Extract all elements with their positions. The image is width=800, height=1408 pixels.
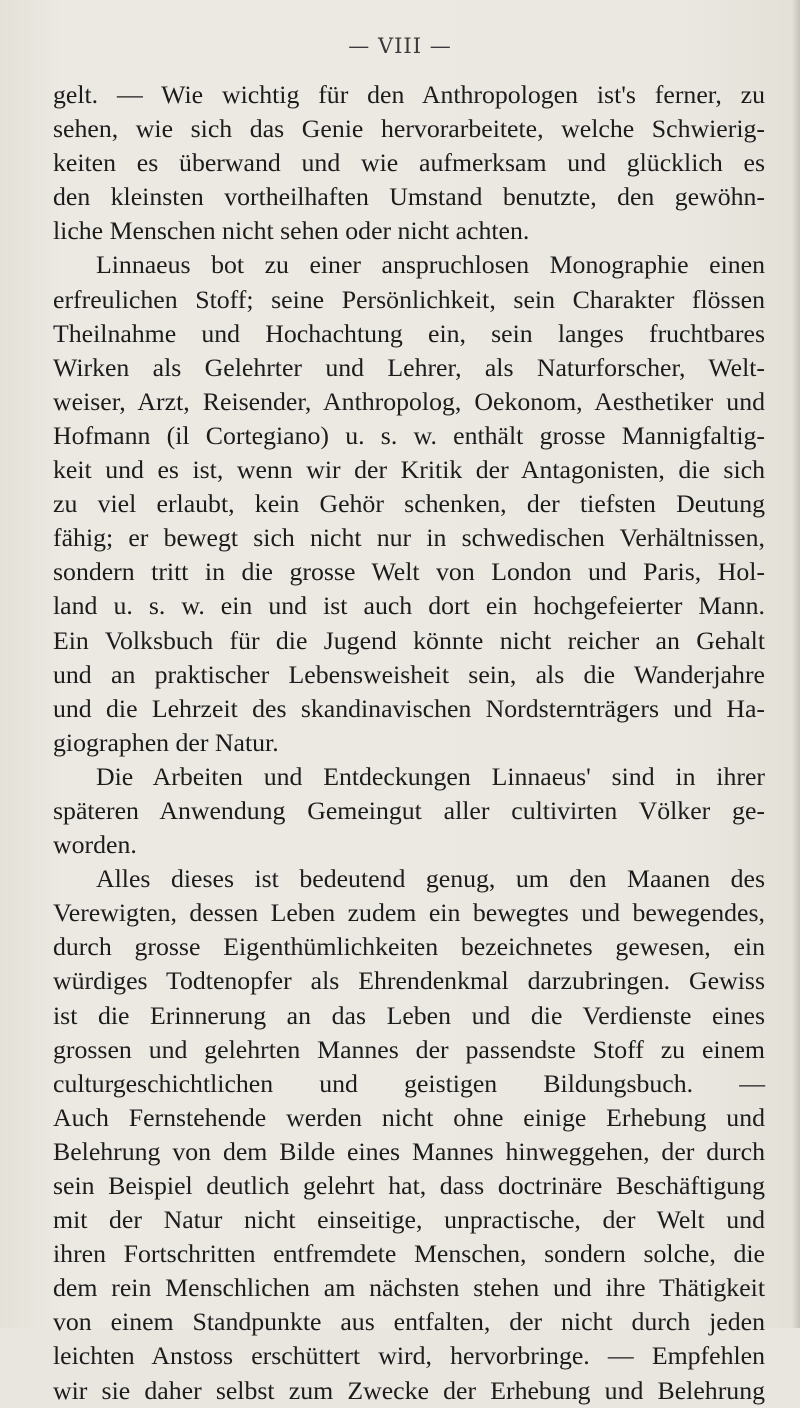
- text-line: keit und es ist, wenn wir der Kritik der Antagonisten, die sich: [53, 455, 765, 485]
- text-line: liche Menschen nicht sehen oder nicht achten.: [53, 216, 530, 246]
- text-line: worden.: [53, 830, 137, 860]
- page-number-header: — VIII —: [348, 34, 452, 58]
- text-line: Verewigten, dessen Leben zudem ein bewegtes und bewegendes,: [53, 898, 765, 928]
- body-text: [53, 78, 765, 1408]
- text-line: und die Lehrzeit des skandinavischen Nordsternträgers und Ha-: [53, 693, 765, 723]
- text-line: erfreulichen Stoff; seine Persönlichkeit, sein Charakter flössen: [53, 284, 765, 314]
- text-line: fähig; er bewegt sich nicht nur in schwedischen Verhältnissen,: [53, 523, 765, 553]
- text-line: von einem Standpunkte aus entfalten, der nicht durch jeden: [53, 1307, 765, 1337]
- text-line: den kleinsten vortheilhaften Umstand benutzte, den gewöhn-: [53, 182, 765, 212]
- text-line: durch grosse Eigenthümlichkeiten bezeichnetes gewesen, ein: [53, 932, 765, 962]
- text-line: und an praktischer Lebensweisheit sein, als die Wanderjahre: [53, 659, 765, 689]
- text-line: sein Beispiel deutlich gelehrt hat, dass doctrinäre Beschäftigung: [53, 1171, 765, 1200]
- text-line: zu viel erlaubt, kein Gehör schenken, der tiefsten Deutung: [53, 489, 765, 519]
- text-line: sondern tritt in die grosse Welt von London und Paris, Hol-: [53, 557, 765, 587]
- text-line: keiten es überwand und wie aufmerksam und glücklich es: [53, 148, 765, 178]
- text-line: Belehrung von dem Bilde eines Mannes hinweggehen, der durch: [53, 1136, 765, 1166]
- text-line: culturgeschichtlichen und geistigen Bildungsbuch. —: [53, 1068, 765, 1098]
- text-line: land u. s. w. ein und ist auch dort ein hochgefeierter Mann.: [53, 591, 765, 621]
- page-edge-shadow: [792, 0, 800, 1328]
- text-line: gelt. — Wie wichtig für den Anthropologen ist's ferner, zu: [53, 80, 765, 109]
- text-line: ihren Fortschritten entfremdete Menschen, sondern solche, die: [53, 1239, 765, 1269]
- text-line: leichten Anstoss erschüttert wird, hervorbringe. — Empfehlen: [53, 1341, 765, 1371]
- text-line: Ein Volksbuch für die Jugend könnte nicht reicher an Gehalt: [53, 625, 765, 655]
- text-line: weiser, Arzt, Reisender, Anthropolog, Oekonom, Aesthetiker und: [53, 386, 765, 416]
- text-line: grossen und gelehrten Mannes der passendste Stoff zu einem: [53, 1034, 765, 1064]
- text-line: ist die Erinnerung an das Leben und die Verdienste eines: [53, 1000, 765, 1030]
- text-line: wir sie daher selbst zum Zwecke der Erhebung und Belehrung: [53, 1375, 765, 1405]
- text-line: dem rein Menschlichen am nächsten stehen und ihre Thätigkeit: [53, 1273, 765, 1303]
- text-line: Wirken als Gelehrter und Lehrer, als Naturforscher, Welt-: [53, 352, 765, 382]
- text-line: Die Arbeiten und Entdeckungen Linnaeus' sind in ihrer: [96, 761, 765, 791]
- text-line: mit der Natur nicht einseitige, unpractische, der Welt und: [53, 1205, 765, 1235]
- text-line: Linnaeus bot zu einer anspruchlosen Monographie einen: [96, 250, 765, 280]
- text-line: Theilnahme und Hochachtung ein, sein langes fruchtbares: [53, 318, 765, 348]
- text-line: späteren Anwendung Gemeingut aller cultivirten Völker ge-: [53, 795, 765, 825]
- text-line: würdiges Todtenopfer als Ehrendenkmal darzubringen. Gewiss: [53, 966, 765, 996]
- text-line: Alles dieses ist bedeutend genug, um den Maanen des: [96, 864, 765, 894]
- text-line: Hofmann (il Cortegiano) u. s. w. enthält grosse Mannigfaltig-: [53, 420, 765, 450]
- text-line: giographen der Natur.: [53, 727, 279, 757]
- text-line: sehen, wie sich das Genie hervorarbeitete, welche Schwierig-: [53, 114, 765, 144]
- text-line: Auch Fernstehende werden nicht ohne einige Erhebung und: [53, 1102, 765, 1132]
